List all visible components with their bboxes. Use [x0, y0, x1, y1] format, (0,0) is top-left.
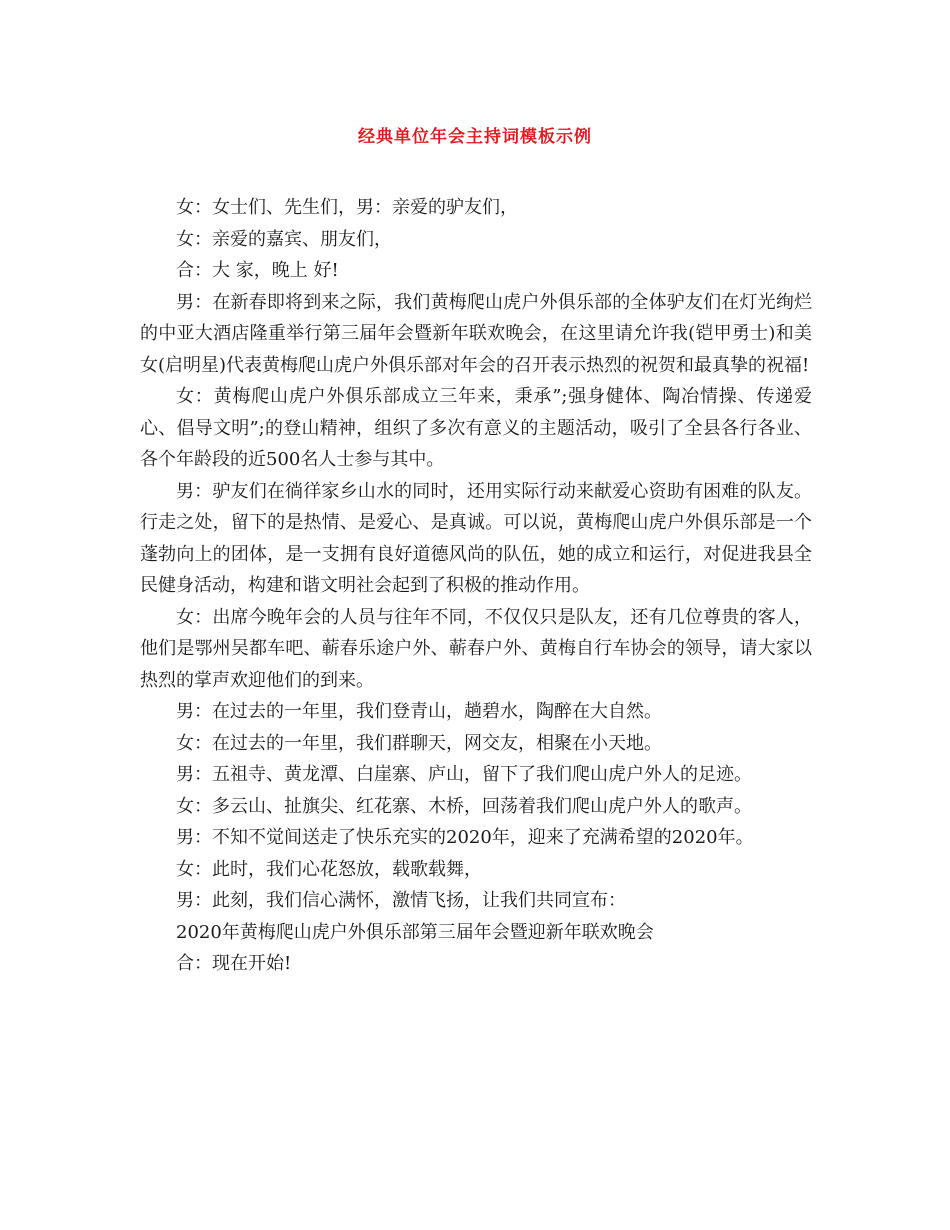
paragraph: 男：此刻，我们信心满怀，激情飞扬，让我们共同宣布： [176, 890, 626, 911]
document-title: 经典单位年会主持词模板示例 [358, 127, 592, 147]
paragraph: 男：在过去的一年里，我们登青山，趟碧水，陶醉在大自然。 [176, 701, 662, 722]
paragraph: 女：黄梅爬山虎户外俱乐部成立三年来，秉承”;强身健体、陶冶情操、传递爱心、倡导文明”;的登山精神，组织了多次有意义的主题活动，吸引了全县各行各业、各个年龄段的近500名人士参与其中。 [140, 386, 812, 470]
paragraph: 女：出席今晚年会的人员与往年不同，不仅仅只是队友，还有几位尊贵的客人，他们是鄂州吴都车吧、蕲春乐途户外、蕲春户外、黄梅自行车协会的领导，请大家以热烈的掌声欢迎他们的到来。 [140, 606, 812, 691]
paragraph: 男：不知不觉间送走了快乐充实的2020年，迎来了充满希望的2020年。 [176, 827, 754, 848]
paragraph: 女：亲爱的嘉宾、朋友们， [176, 228, 392, 250]
paragraph: 女：女士们、先生们，男：亲爱的驴友们， [176, 197, 518, 218]
paragraph: 合：现在开始! [176, 953, 292, 974]
paragraph: 女：多云山、扯旗尖、红花寨、木桥，回荡着我们爬山虎户外人的歌声。 [176, 795, 752, 817]
paragraph: 男：驴友们在徜徉家乡山水的同时，还用实际行动来献爱心资助有困难的队友。行走之处，留下的是热情、是爱心、是真诚。可以说，黄梅爬山虎户外俱乐部是一个蓬勃向上的团体，是一支拥有良好道德风尚的队伍，她的成立和运行，对促进我县全民健身活动，构建和谐文明社会起到了积极的推动作用。 [140, 480, 812, 596]
paragraph: 男：在新春即将到来之际，我们黄梅爬山虎户外俱乐部的全体驴友们在灯光绚烂的中亚大酒店隆重举行第三届年会暨新年联欢晚会，在这里请允许我(铠甲勇士)和美女(启明星)代表黄梅爬山虎户外俱乐部对年会的召开表示热烈的祝贺和最真挚的祝福! [140, 291, 812, 376]
document-body [140, 192, 812, 980]
paragraph: 合：大 家，晚上 好! [176, 260, 339, 281]
paragraph: 女：此时，我们心花怒放，载歌载舞， [176, 858, 482, 880]
paragraph: 女：在过去的一年里，我们群聊天，网交友，相聚在小天地。 [176, 732, 662, 754]
paragraph: 2020年黄梅爬山虎户外俱乐部第三届年会暨迎新年联欢晚会 [176, 921, 654, 943]
paragraph: 男：五祖寺、黄龙潭、白崖寨、庐山，留下了我们爬山虎户外人的足迹。 [176, 764, 752, 785]
